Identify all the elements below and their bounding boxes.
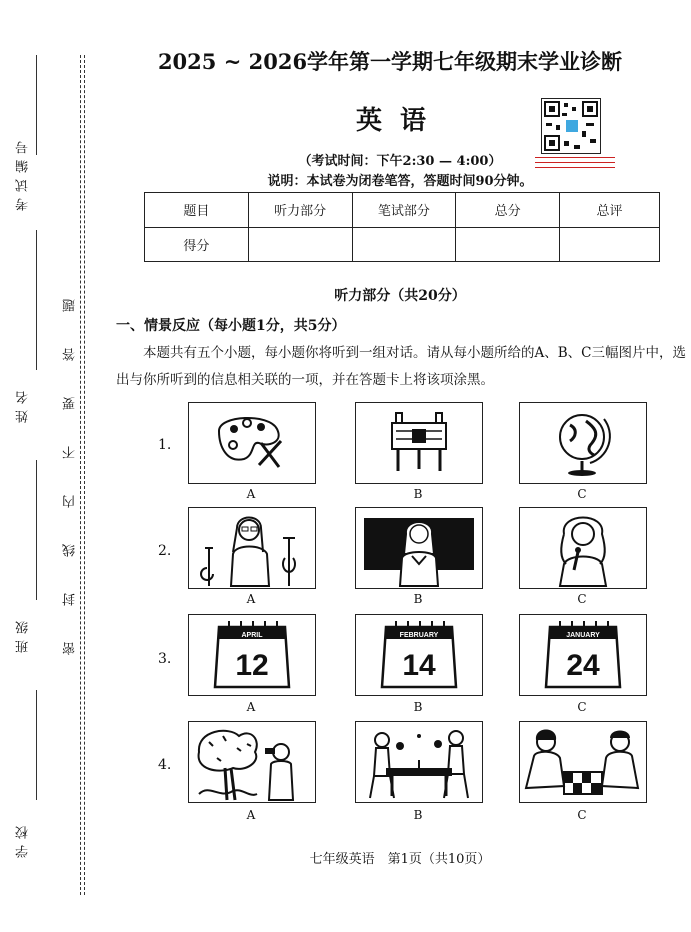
score-table [144,192,660,262]
option-letter: A [246,808,256,822]
option-image [355,507,483,589]
school-label: 学校 [16,820,31,858]
calendar-day: 24 [566,649,600,682]
row-label: 得分 [145,227,249,262]
table-row [145,227,660,262]
calendar-icon [520,615,646,695]
header-cell: 听力部分 [248,193,352,228]
calendar-month: FEBRUARY [399,632,439,639]
calendar-day: 12 [235,649,269,682]
singer-icon [520,508,646,588]
option-letter: B [413,700,423,714]
seal-line-2 [84,55,85,895]
page-footer: 七年级英语 第1页（共10页） [309,852,491,867]
subject-title: 英语 [355,106,444,136]
calendar-icon [356,615,482,695]
table-tennis-icon [356,722,482,802]
score-cell[interactable] [456,227,560,262]
chess-icon [520,722,646,802]
score-cell[interactable] [560,227,660,262]
option-letter: C [577,700,587,714]
name-line [36,230,37,370]
option-image [188,614,316,696]
seal-line [80,55,81,895]
option-image [188,402,316,484]
header-cell: 笔试部分 [352,193,456,228]
palette-icon [189,403,315,483]
option-letter: C [577,592,587,606]
option-letter: B [413,808,423,822]
header-cell: 总分 [456,193,560,228]
birdwatching-icon [189,722,315,802]
exam-title: 2025 ~ 2026学年第一学期七年级期末学业诊断 [157,49,623,74]
class-label: 班级 [16,615,31,653]
option-image [188,721,316,803]
table-row [145,193,660,228]
globe-icon [520,403,646,483]
question-number: 2. [158,543,172,559]
option-image [519,721,647,803]
header-cell: 题目 [145,193,249,228]
calendar-month: JANUARY [566,632,600,639]
calendar-month: APRIL [241,632,263,639]
option-letter: A [246,700,256,714]
question-number: 3. [158,651,172,667]
exam-time: （考试时间：下午2:30 — 4:00） [298,154,502,169]
qr-code-icon [541,98,601,154]
option-image [355,614,483,696]
teacher-icon [356,508,482,588]
class-line [36,460,37,600]
option-image [519,614,647,696]
option-letter: B [413,592,423,606]
header-cell: 总评 [560,193,660,228]
question-number: 4. [158,757,172,773]
option-image [355,402,483,484]
part-title: 一、情景反应（每小题1分，共5分） [116,318,346,334]
exam-instructions: 说明：本试卷为闭卷笔答，答题时间90分钟。 [267,174,533,189]
name-label: 姓名 [16,385,31,423]
score-cell[interactable] [352,227,456,262]
calendar-day: 14 [402,649,436,682]
option-letter: A [246,487,256,501]
option-letter: A [246,592,256,606]
seal-warning: 密封线内不要答题 [63,263,78,655]
option-letter: C [577,808,587,822]
scientist-icon [189,508,315,588]
exam-number-line [36,55,37,155]
exam-number-label: 考试编号 [16,135,31,211]
option-letter: B [413,487,423,501]
school-line [36,690,37,800]
option-image [355,721,483,803]
calendar-icon [189,615,315,695]
question-number: 1. [158,437,172,453]
option-letter: C [577,487,587,501]
option-image [519,507,647,589]
binding-margin [0,0,92,932]
bronze-ding-icon [356,403,482,483]
option-image [188,507,316,589]
part-description: 本题共有五个小题，每小题你将听到一组对话。请从每小题所给的A、B、C三幅图片中，选出与你所听到的信息相关联的一项，并在答题卡上将该项涂黑。 [116,345,686,388]
section-title: 听力部分（共20分） [334,288,466,304]
option-image [519,402,647,484]
score-cell[interactable] [248,227,352,262]
